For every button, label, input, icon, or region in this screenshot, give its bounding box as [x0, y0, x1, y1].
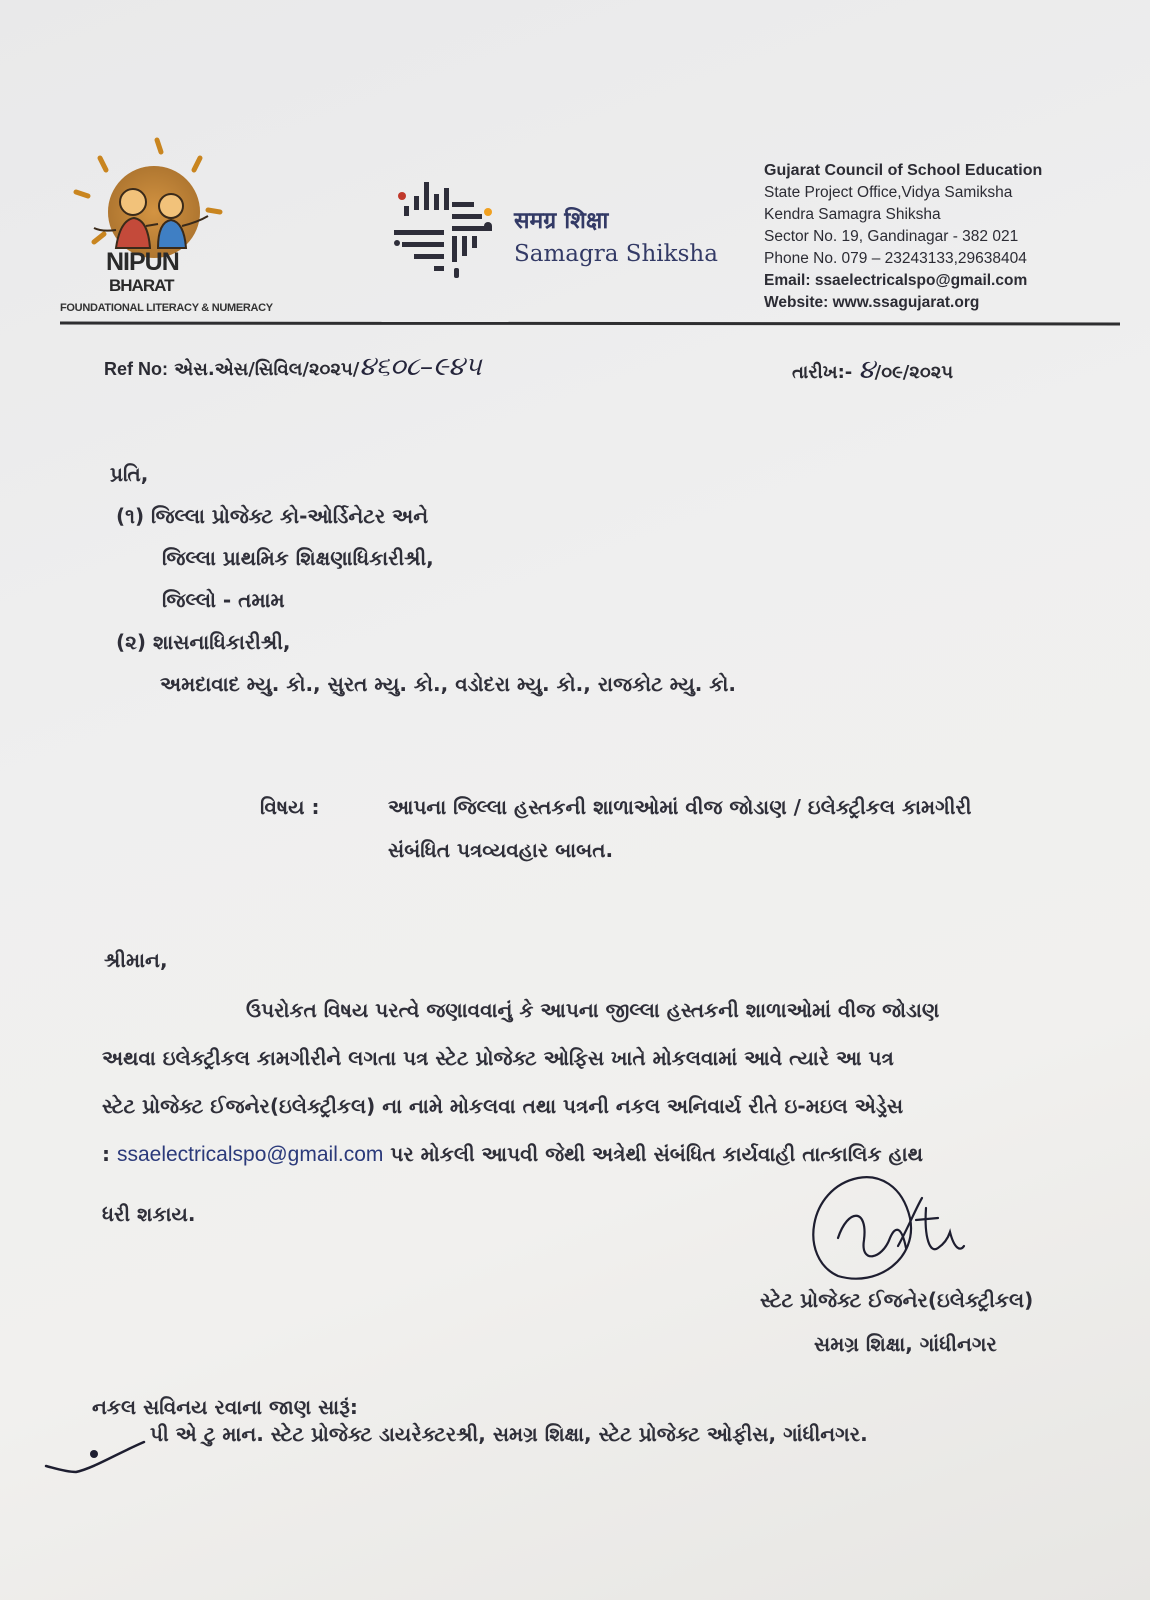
date-handwritten: ૪ [858, 355, 875, 385]
office-address-block [764, 160, 1042, 314]
ref-handwritten: ૪૬૦૮–૯૪૫ [359, 352, 482, 382]
recipient-line-2: જિલ્લા પ્રાથમિક શિક્ષણાધિકારીશ્રી, [162, 546, 434, 570]
samagra-shiksha-logo [394, 182, 504, 280]
salutation: શ્રીમાન, [104, 948, 168, 972]
samagra-shiksha-english: Samagra Shiksha [514, 241, 718, 267]
office-line: State Project Office,Vidya Samiksha [764, 184, 1013, 201]
nipun-logo-word: NIPUN [106, 248, 179, 276]
samagra-shiksha-hindi: समग्र शिक्षा [514, 208, 609, 234]
header-divider [60, 322, 1120, 326]
recipient-line-1: (૧) જિલ્લા પ્રોજેક્ટ કો-ઓર્ડિનેટર અને [116, 504, 429, 528]
ref-printed: એસ.એસ/સિવિલ/૨૦૨૫/ [174, 359, 360, 380]
office-line: Gujarat Council of School Education [764, 162, 1043, 179]
body-email: ssaelectricalspo@gmail.com [116, 1143, 384, 1166]
office-email: Email: ssaelectricalspo@gmail.com [764, 272, 1028, 289]
signatory-designation: સ્ટેટ પ્રોજેક્ટ ઈજનેર(ઇલેક્ટ્રીકલ) [760, 1288, 1034, 1312]
body-line-3: સ્ટેટ પ્રોજેક્ટ ઈજનેર(ઇલેક્ટ્રીકલ) ના નામે મોકલવા તથા પત્રની નકલ અનિવાર્ય રીતે ઇ-મઇલ એડ્રેસ [102, 1094, 904, 1118]
recipient-line-3: જિલ્લો - તમામ [162, 588, 285, 612]
recipient-prati: પ્રતિ, [110, 462, 149, 486]
copy-item: પી એ ટુ માન. સ્ટેટ પ્રોજેક્ટ ડાયરેક્ટરશ્રી, સમગ્ર શિક્ષા, સ્ટેટ પ્રોજેક્ટ ઓફીસ, ગાંધીનગર. [150, 1422, 868, 1446]
body-line-1: ઉપરોકત વિષય પરત્વે જણાવવાનું કે આપના જીલ્લા હસ્તકની શાળાઓમાં વીજ જોડાણ [246, 998, 940, 1022]
body-line-4 [102, 1142, 923, 1167]
recipient-line-4: (૨) શાસનાધિકારીશ્રી, [116, 630, 291, 654]
body-line-5: ધરી શકાય. [102, 1202, 196, 1226]
date-printed: /૦૯/૨૦૨૫ [874, 362, 954, 383]
office-line: Sector No. 19, Gandinagar - 382 021 [764, 228, 1019, 245]
signatory-office: સમગ્ર શિક્ષા, ગાંધીનગર [814, 1332, 997, 1356]
body-line-4-prefix: : [102, 1142, 117, 1166]
check-tick-icon [44, 1438, 149, 1476]
signature [798, 1168, 978, 1288]
office-line: Kendra Samagra Shiksha [764, 206, 941, 223]
reference-number [104, 352, 482, 383]
subject-label: વિષય : [260, 795, 320, 819]
office-line: Phone No. 079 – 23243133,29638404 [764, 250, 1027, 267]
date-label: તારીખ:- [792, 362, 853, 383]
nipun-bharat-logo [58, 130, 308, 320]
nipun-tagline: FOUNDATIONAL LITERACY & NUMERACY [60, 302, 273, 314]
body-line-2: અથવા ઇલેક્ટ્રીકલ કામગીરીને લગતા પત્ર સ્ટેટ પ્રોજેક્ટ ઓફિસ ખાતે મોકલવામાં આવે ત્યારે આ પત્ર [102, 1046, 894, 1070]
office-website: Website: www.ssagujarat.org [764, 294, 980, 311]
subject-line-2: સંબંધિત પત્રવ્યવહાર બાબત. [388, 838, 614, 862]
recipient-line-5: અમદાવાદ મ્યુ. કો., સુરત મ્યુ. કો., વડોદરા મ્યુ. કો., રાજકોટ મ્યુ. કો. [160, 672, 736, 696]
copy-heading: નકલ સવિનય રવાના જાણ સારૂં: [92, 1395, 358, 1419]
ref-label: Ref No: [104, 359, 168, 379]
letter-date [792, 355, 953, 386]
body-line-4-suffix: પર મોકલી આપવી જેથી અત્રેથી સંબંધિત કાર્યવાહી તાત્કાલિક હાથ [383, 1142, 923, 1166]
subject-line-1: આપના જિલ્લા હસ્તકની શાળાઓમાં વીજ જોડાણ / ઇલેક્ટ્રીકલ કામગીરી [388, 795, 972, 819]
nipun-logo-word2: BHARAT [109, 276, 174, 295]
